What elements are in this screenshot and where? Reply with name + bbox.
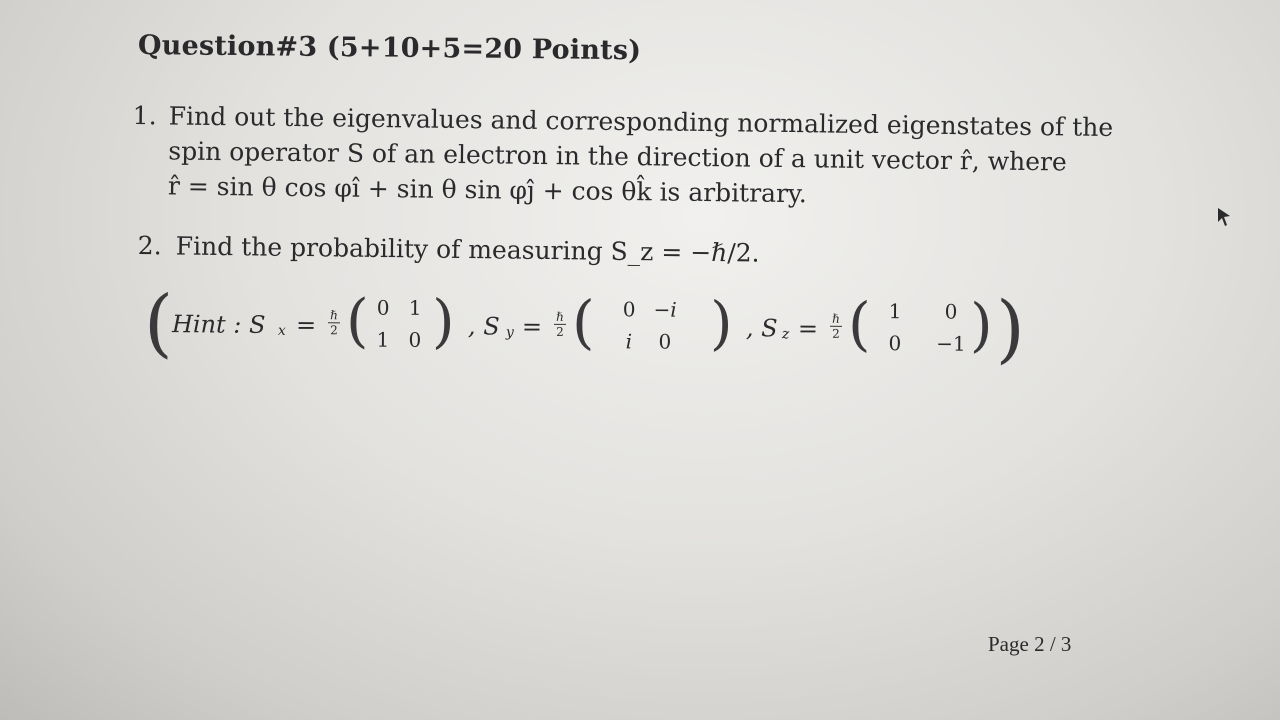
frac-numerator: ℏ bbox=[556, 309, 564, 324]
frac-numerator: ℏ bbox=[832, 311, 840, 326]
item-line: Find the probability of measuring S_z = −ℏ/2. bbox=[175, 231, 760, 268]
matrix-paren-right: ) bbox=[709, 288, 733, 358]
page-number: Page 2 / 3 bbox=[988, 632, 1072, 656]
mouse-pointer-icon bbox=[1216, 206, 1232, 228]
matrix-cell: −i bbox=[653, 297, 677, 322]
item-line: r̂ = sin θ cos φî + sin θ sin φĵ + cos θk̂ is arbitrary. bbox=[167, 171, 807, 209]
frac-denominator: 2 bbox=[556, 324, 564, 339]
hbar-over-2 bbox=[830, 313, 842, 340]
open-paren: ( bbox=[143, 279, 174, 367]
matrix-paren-right: ) bbox=[969, 290, 993, 359]
matrix-paren-right: ) bbox=[431, 286, 455, 356]
matrix-cell: 1 bbox=[408, 295, 422, 320]
frac-denominator: 2 bbox=[330, 323, 338, 338]
matrix-cell: 0 bbox=[408, 327, 422, 352]
sy-subscript: y bbox=[505, 324, 514, 341]
equals-sign: = bbox=[521, 312, 543, 341]
frac-denominator: 2 bbox=[832, 326, 840, 341]
equals-sign: = bbox=[295, 311, 317, 340]
matrix-paren-left: ( bbox=[571, 287, 595, 357]
question-title: Question#3 (5+10+5=20 Points) bbox=[137, 30, 642, 67]
hint-sx-label: Hint : S bbox=[171, 310, 266, 339]
matrix-cell: 0 bbox=[888, 331, 902, 356]
matrix-cell: 0 bbox=[376, 295, 390, 320]
item-number: 1. bbox=[132, 100, 157, 131]
matrix-cell: 1 bbox=[376, 327, 390, 352]
frac-numerator: ℏ bbox=[330, 308, 338, 323]
sx-subscript: x bbox=[277, 322, 286, 339]
item-body bbox=[168, 98, 1114, 215]
item-line: Find out the eigenvalues and corresponding normalized eigenstates of the bbox=[168, 101, 1114, 142]
matrix-cell: 0 bbox=[622, 297, 636, 322]
hbar-over-2 bbox=[328, 309, 340, 336]
close-paren: ) bbox=[995, 285, 1026, 373]
matrix-cell: 1 bbox=[888, 299, 902, 324]
hbar-over-2 bbox=[554, 311, 566, 338]
matrix-cell: i bbox=[625, 329, 633, 354]
hint-formula bbox=[143, 279, 1030, 373]
matrix-cell: 0 bbox=[658, 329, 672, 354]
hint-sz-label: , S bbox=[745, 314, 778, 343]
equals-sign: = bbox=[797, 314, 819, 343]
item-body bbox=[176, 228, 760, 270]
sz-subscript: z bbox=[781, 326, 790, 343]
hint-sy-label: , S bbox=[467, 312, 500, 341]
item-number: 2. bbox=[137, 230, 162, 261]
matrix-cell: 0 bbox=[944, 299, 958, 324]
matrix-paren-left: ( bbox=[847, 289, 871, 359]
matrix-paren-left: ( bbox=[345, 286, 369, 355]
matrix-cell: −1 bbox=[936, 331, 966, 356]
item-line: spin operator S of an electron in the direction of a unit vector r̂, where bbox=[168, 136, 1067, 177]
